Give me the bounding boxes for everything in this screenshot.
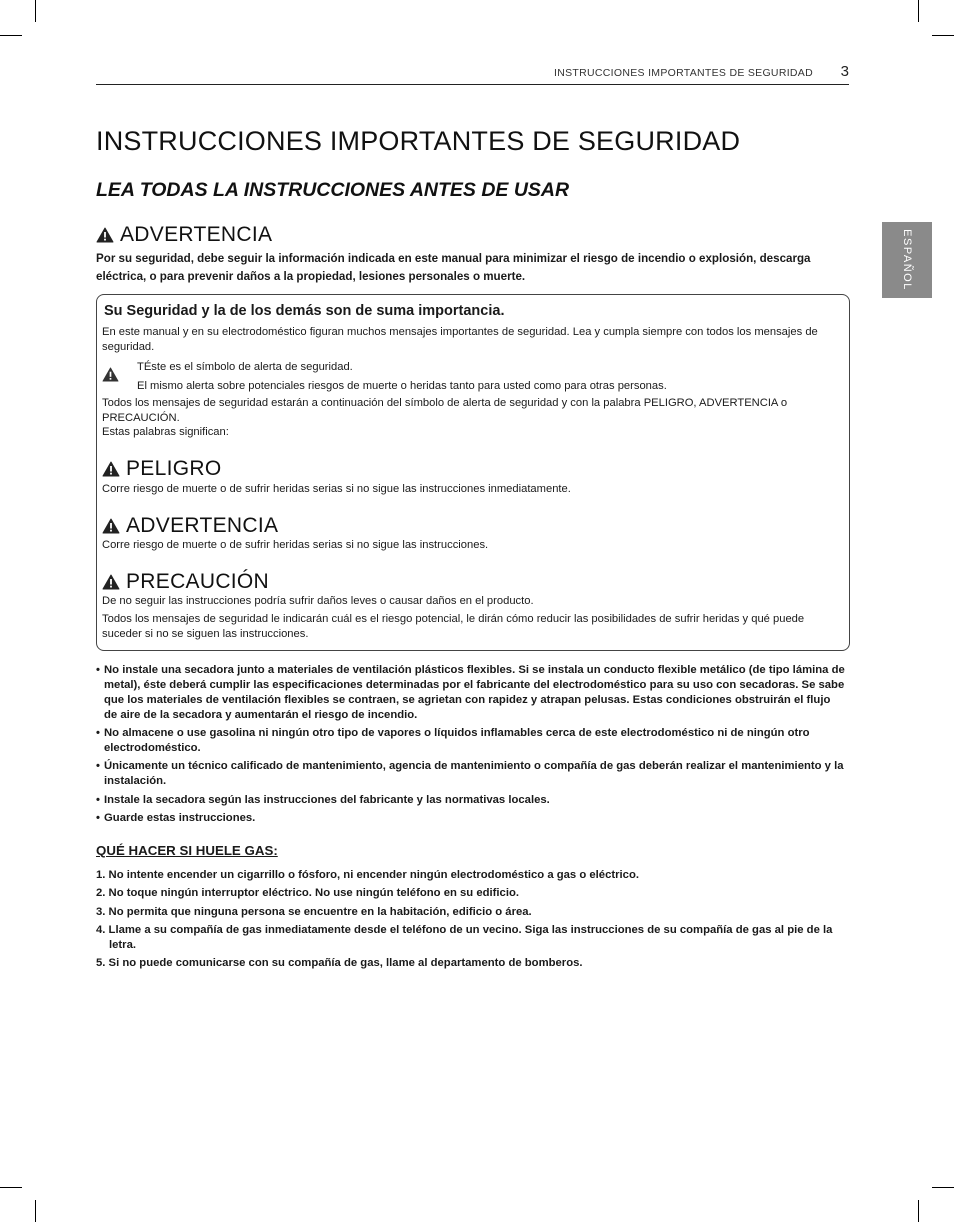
peligro-text: Corre riesgo de muerte o de sufrir heridas serias si no sigue las instrucciones inmediatamente. <box>102 483 571 495</box>
list-item: • Guarde estas instrucciones. <box>96 811 846 826</box>
peligro-heading-text: PELIGRO <box>126 457 222 480</box>
symbol-description-line2: El mismo alerta sobre potenciales riesgos de muerte o heridas tanto para usted como para otras personas. <box>137 380 667 392</box>
crop-mark-top-right-h <box>932 35 954 36</box>
crop-mark-top-right-v <box>918 0 919 22</box>
list-item: 1. No intente encender un cigarrillo o fósforo, ni encender ningún electrodoméstico a gas o eléctrico. <box>96 869 639 881</box>
language-side-tab <box>882 222 932 298</box>
crop-mark-bottom-right-h <box>932 1187 954 1188</box>
list-item: 2. No toque ningún interruptor eléctrico. No use ningún teléfono en su edificio. <box>96 887 520 900</box>
safety-box-closing-text: Todos los mensajes de seguridad le indicarán cuál es el riesgo potencial, le dirán cómo reducir las posibilidades de sufrir heridas y qué puede suceder si no se siguen las instrucciones. <box>102 613 805 640</box>
crop-mark-bottom-right-v <box>918 1200 919 1222</box>
list-item: • No instale una secadora junto a materiales de ventilación plásticos flexibles. Si se instala un conducto flexible metálico (de tipo lámina de metal), éste deberá cumplir las especificaciones determinadas por el fabricante del electrodoméstico para su uso con secadoras. Se sabe que los materiales de ventilación flexibles se contraen, se agrietan con rapidez y atrapan pelusas. Estas condiciones obstruirán el flujo de aire de la secadora y aumentarán el riesgo de incendio. <box>96 663 846 723</box>
crop-mark-top-left-h <box>0 35 22 36</box>
crop-mark-top-left-v <box>35 0 36 22</box>
advertencia-heading <box>102 514 278 538</box>
language-side-tab-label: ESPAÑOL <box>901 229 913 291</box>
precaucion-heading-text: PRECAUCIÓN <box>126 570 270 593</box>
page-subtitle: LEA TODAS LA INSTRUCCIONES ANTES DE USAR <box>96 179 570 201</box>
precaucion-heading <box>102 570 269 594</box>
signal-words-meaning-intro: Estas palabras significan: <box>102 426 229 438</box>
safety-info-box <box>96 294 850 651</box>
peligro-heading <box>102 457 221 481</box>
crop-mark-bottom-left-v <box>35 1200 36 1222</box>
list-item: 5. Si no puede comunicarse con su compañía de gas, llame al departamento de bomberos. <box>96 957 583 970</box>
page-number: 3 <box>840 63 849 80</box>
warning-triangle-icon <box>96 227 114 243</box>
advertencia-text: Corre riesgo de muerte o de sufrir heridas serias si no sigue las instrucciones. <box>102 539 489 551</box>
list-item: 4. Llame a su compañía de gas inmediatamente desde el teléfono de un vecino. Siga las instrucciones de su compañía de gas al pie de la letra. <box>96 923 833 951</box>
advertencia-heading-text: ADVERTENCIA <box>126 514 279 537</box>
symbol-description-line1: TÉste es el símbolo de alerta de seguridad. <box>137 361 353 373</box>
running-header <box>96 63 849 85</box>
warning-triangle-icon <box>102 574 120 590</box>
intro-warning-heading <box>96 223 272 247</box>
warning-triangle-icon <box>102 461 120 477</box>
safety-alert-symbol-icon <box>102 367 119 382</box>
safety-box-intro: En este manual y en su electrodoméstico figuran muchos mensajes importantes de seguridad. Lea y cumpla siempre con todos los mensajes de seguridad. <box>102 326 818 353</box>
page-title: INSTRUCCIONES IMPORTANTES DE SEGURIDAD <box>96 126 741 156</box>
gas-steps-list <box>96 868 848 974</box>
list-item: 3. No permita que ninguna persona se encuentre en la habitación, edificio o área. <box>96 905 532 918</box>
crop-mark-bottom-left-h <box>0 1187 22 1188</box>
list-item: • Instale la secadora según las instrucciones del fabricante y las normativas locales. <box>96 793 846 808</box>
safety-box-title: Su Seguridad y la de los demás son de suma importancia. <box>104 303 505 319</box>
intro-warning-heading-text: ADVERTENCIA <box>120 223 273 246</box>
running-header-title: INSTRUCCIONES IMPORTANTES DE SEGURIDAD <box>554 67 813 79</box>
safety-bullet-list <box>96 663 846 829</box>
intro-warning-text: Por su seguridad, debe seguir la información indicada en este manual para minimizar el riesgo de incendio o explosión, descarga eléctrica, o para prevenir daños a la propiedad, lesiones personales o muerte. <box>96 252 811 283</box>
gas-section-heading: QUÉ HACER SI HUELE GAS: <box>96 843 278 858</box>
list-item: • No almacene o use gasolina ni ningún otro tipo de vapores o líquidos inflamables cerca de este electrodoméstico ni de ningún otro electrodoméstico. <box>96 726 846 756</box>
list-item: • Únicamente un técnico calificado de mantenimiento, agencia de mantenimiento o compañía de gas deberán realizar el mantenimiento y la instalación. <box>96 759 846 789</box>
signal-words-text: Todos los mensajes de seguridad estarán a continuación del símbolo de alerta de seguridad y con la palabra PELIGRO, ADVERTENCIA o PRECAUCIÓN. <box>102 397 788 424</box>
warning-triangle-icon <box>102 518 120 534</box>
precaucion-text: De no seguir las instrucciones podría sufrir daños leves o causar daños en el producto. <box>102 595 534 607</box>
